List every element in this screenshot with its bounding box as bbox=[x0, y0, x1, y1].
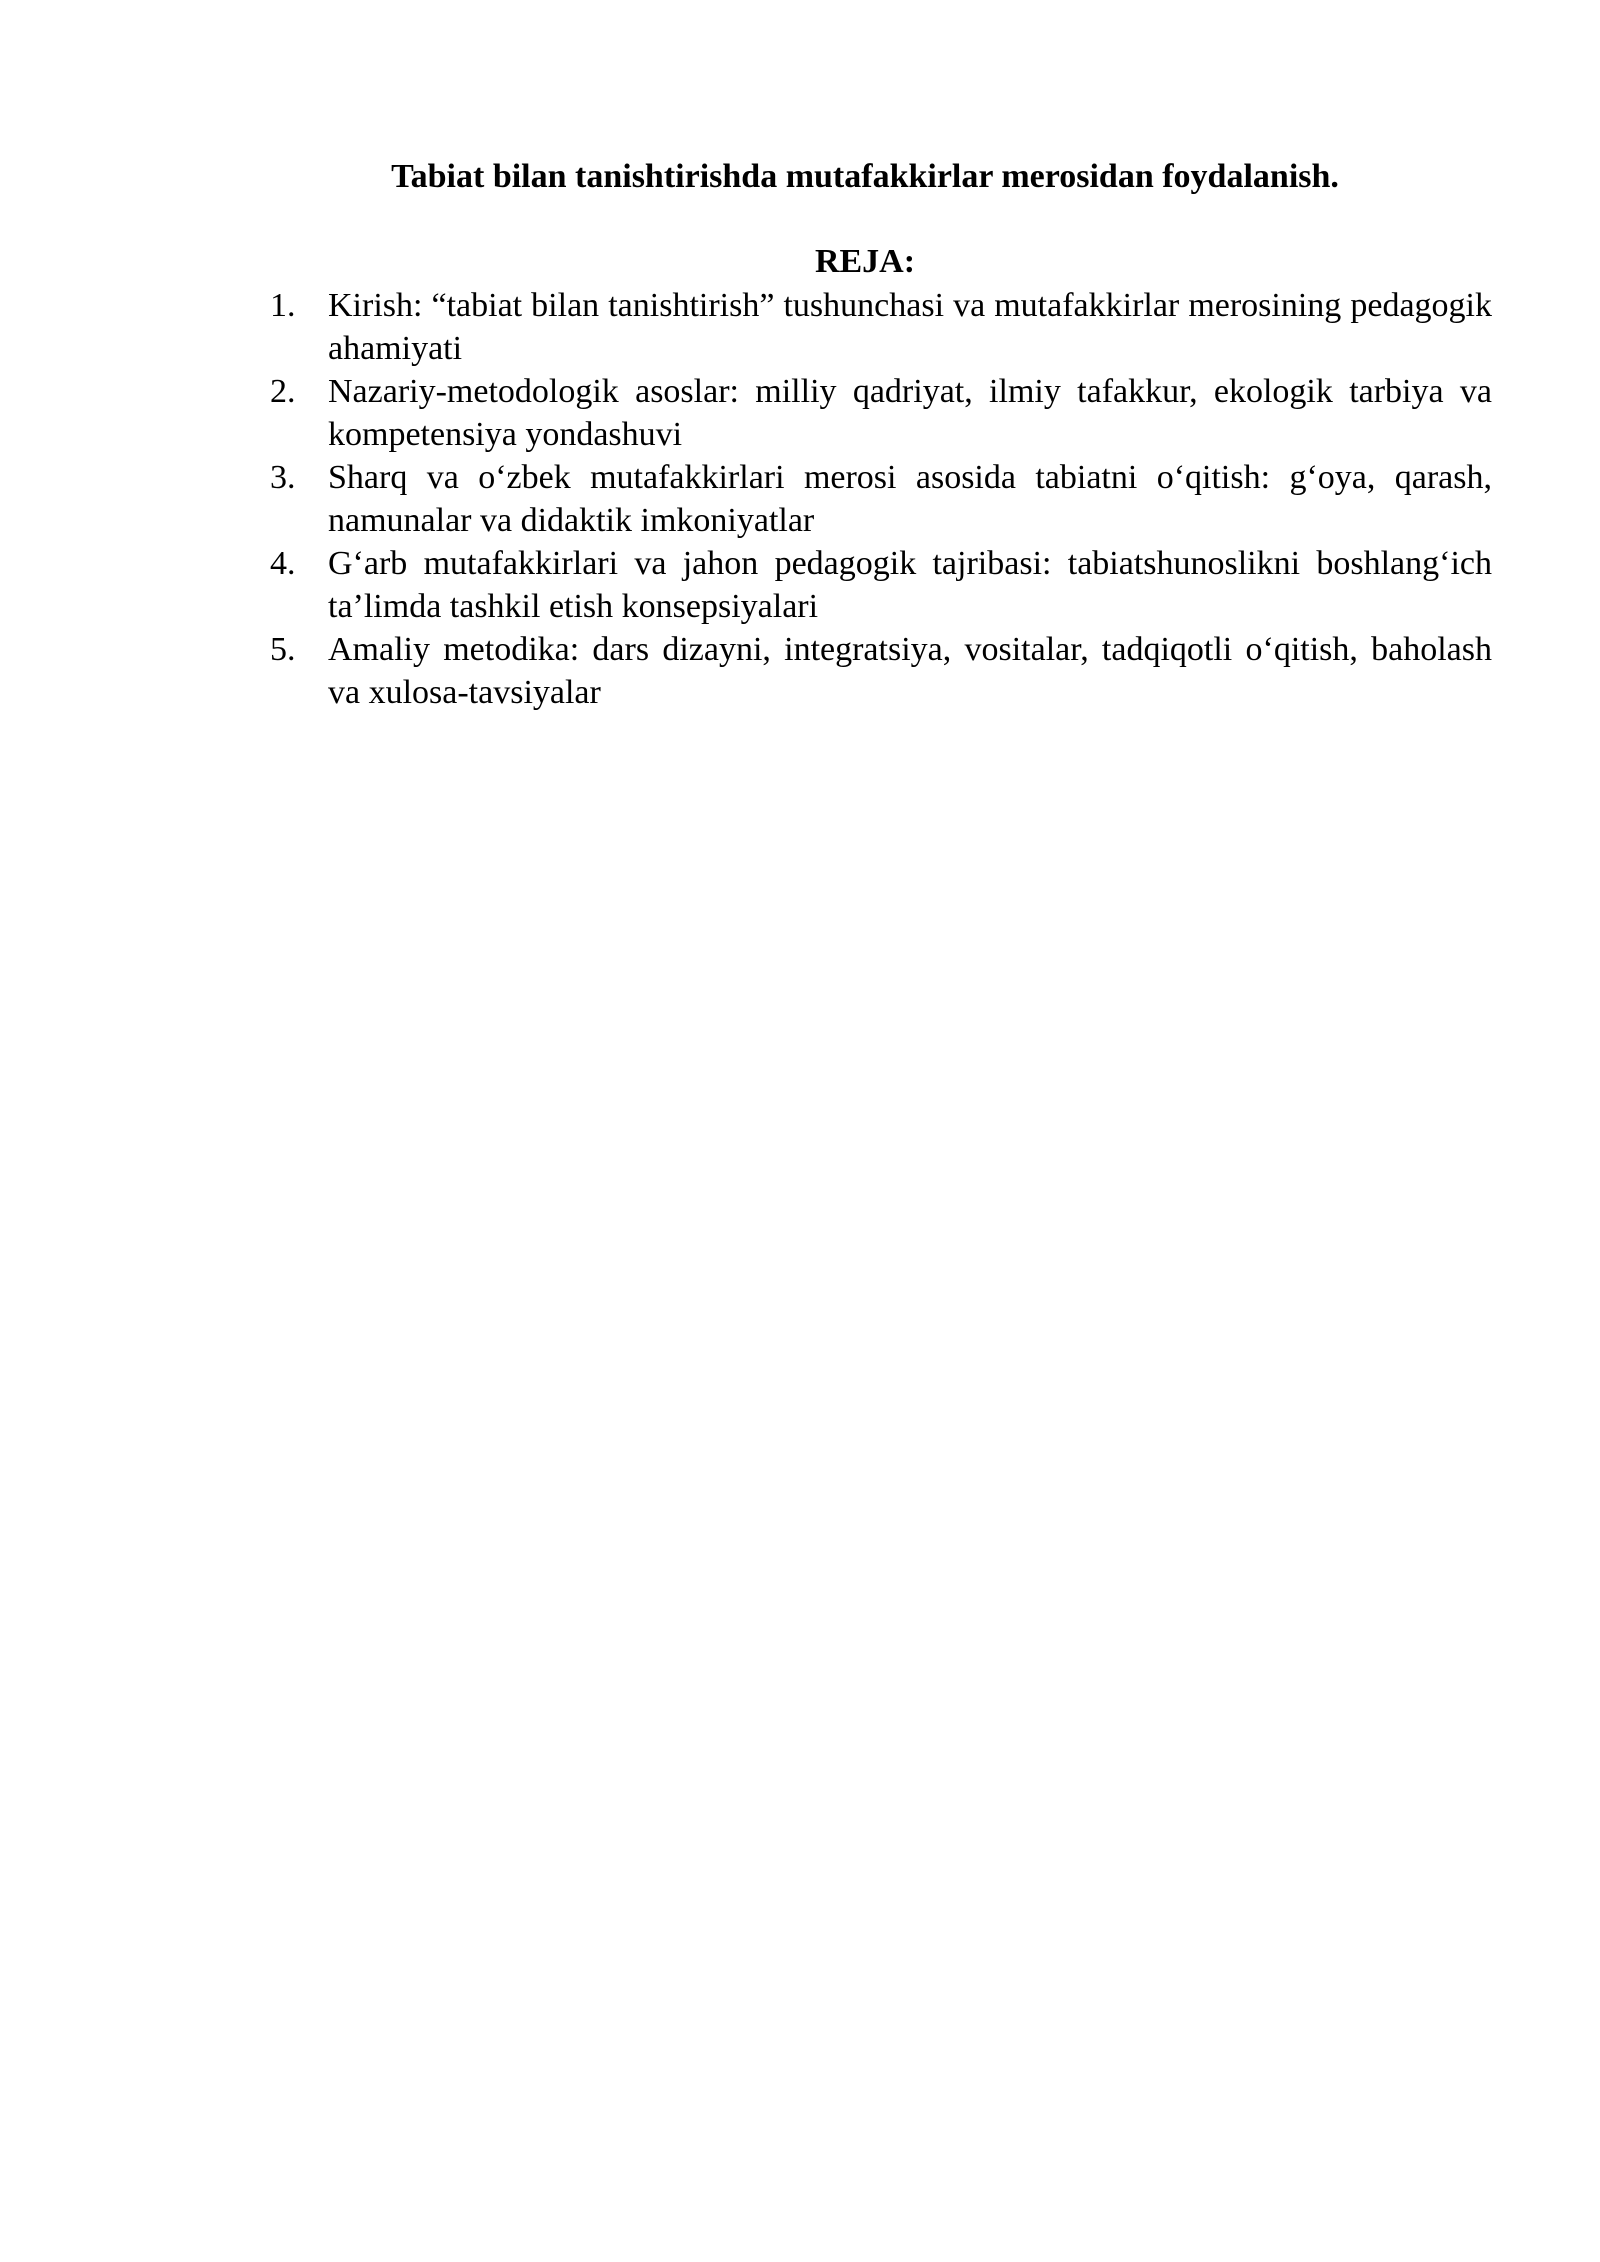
plan-item-3 bbox=[270, 456, 1492, 542]
plan-item-4 bbox=[270, 542, 1492, 628]
plan-item-5 bbox=[270, 628, 1492, 714]
plan-item-text: Nazariy-metodologik asoslar: milliy qadriyat, ilmiy tafakkur, ekologik tarbiya va kompetensiya yondashuvi bbox=[328, 373, 1492, 453]
plan-heading: REJA: bbox=[814, 243, 916, 280]
plan-item-1 bbox=[270, 284, 1492, 370]
plan-item-text: Kirish: “tabiat bilan tanishtirish” tushunchasi va mutafakkirlar merosining pedagogik ahamiyati bbox=[328, 287, 1492, 367]
plan-item-text: G‘arb mutafakkirlari va jahon pedagogik tajribasi: tabiatshunoslikni boshlang‘ich ta’limda tashkil etish konsepsiyalari bbox=[328, 545, 1492, 625]
plan-item-number: 3. bbox=[270, 459, 296, 496]
document-title: Tabiat bilan tanishtirishda mutafakkirlar merosidan foydalanish. bbox=[391, 158, 1339, 195]
plan-item-number: 5. bbox=[270, 631, 296, 668]
plan-item-text: Sharq va o‘zbek mutafakkirlari merosi asosida tabiatni o‘qitish: g‘oya, qarash, namunalar va didaktik imkoniyatlar bbox=[328, 459, 1492, 539]
plan-item-2 bbox=[270, 370, 1492, 456]
plan-item-text: Amaliy metodika: dars dizayni, integratsiya, vositalar, tadqiqotli o‘qitish, baholash va xulosa-tavsiyalar bbox=[328, 631, 1492, 711]
plan-item-number: 2. bbox=[270, 373, 296, 410]
plan-list bbox=[270, 284, 1492, 714]
plan-item-number: 1. bbox=[270, 287, 296, 324]
plan-item-number: 4. bbox=[270, 545, 296, 582]
